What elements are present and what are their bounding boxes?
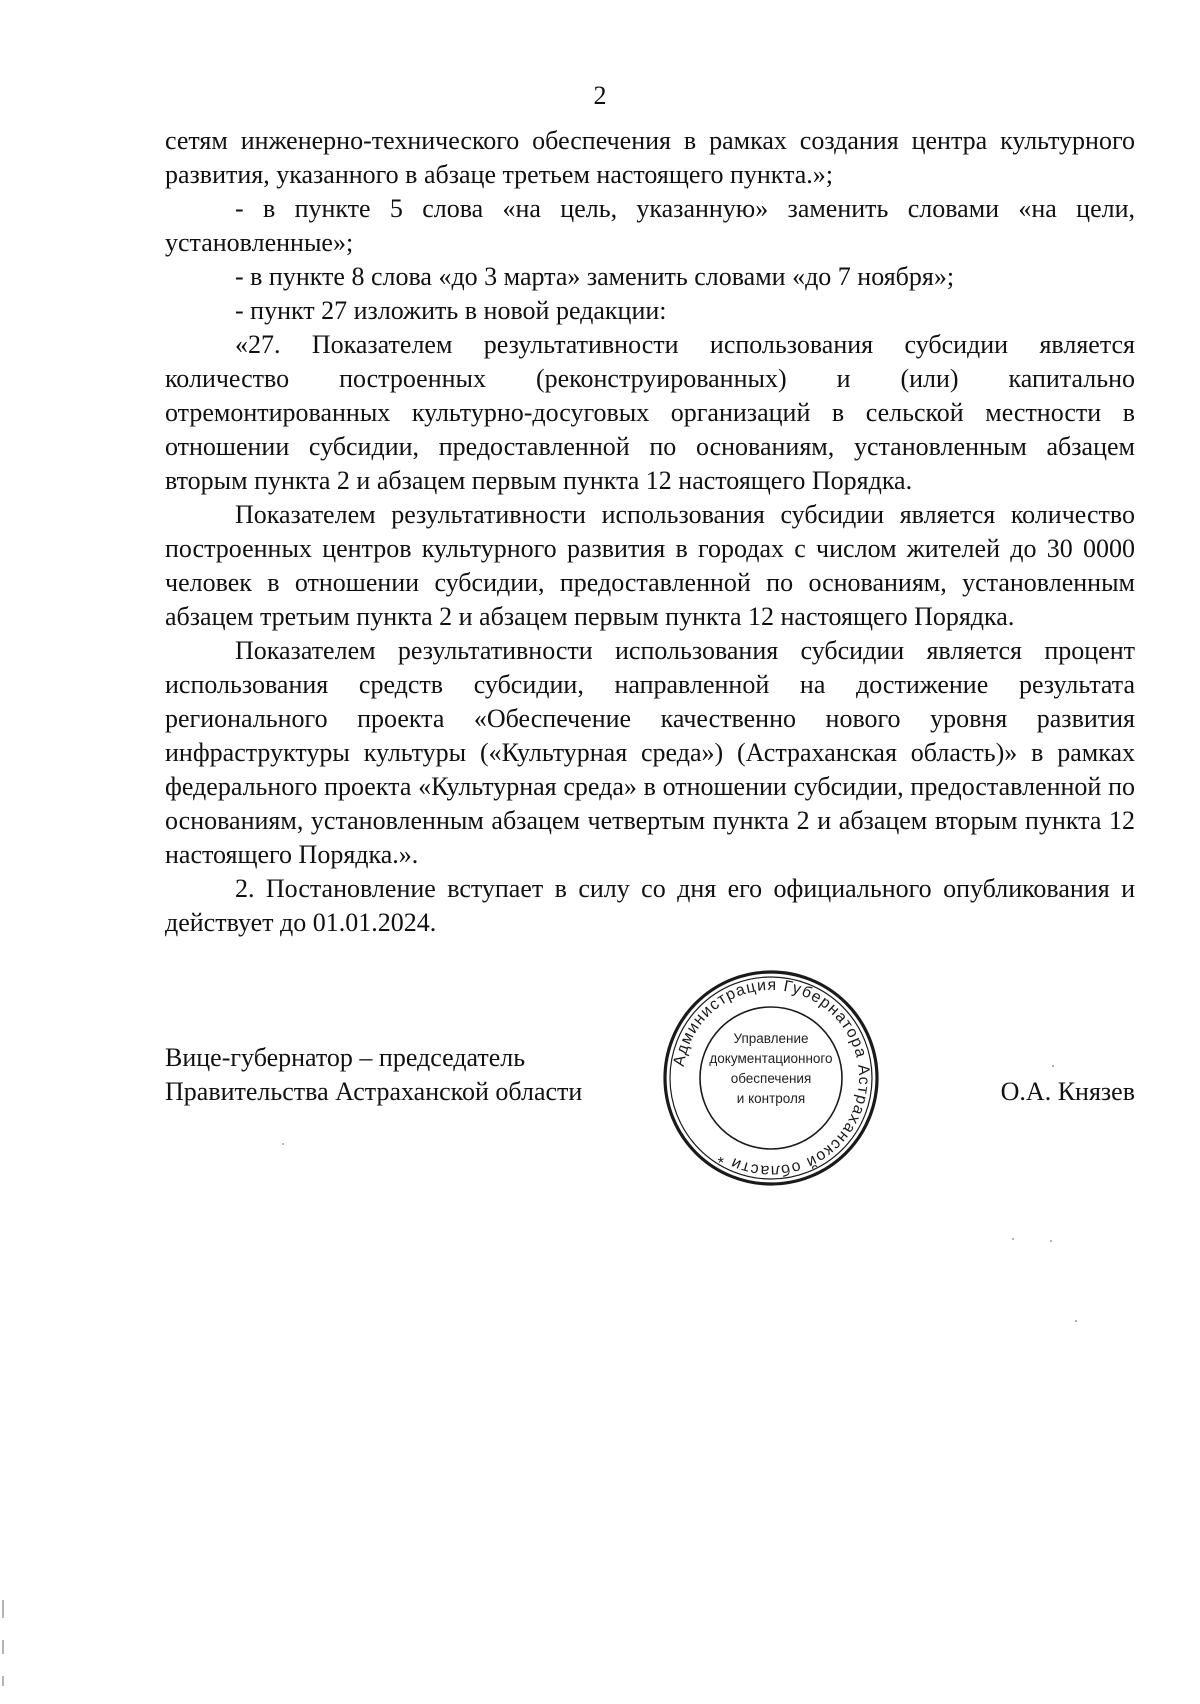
seal-center-line: документационного bbox=[709, 1051, 833, 1066]
official-seal bbox=[660, 967, 882, 1189]
paragraph-effective-date: 2. Постановление вступает в силу со дня его официального опубликования и действует до 01.01.2024. bbox=[165, 874, 1135, 937]
scan-edge-mark bbox=[2, 1676, 4, 1686]
signer-title-line: Вице-губернатор – председатель bbox=[165, 1043, 526, 1072]
paragraph-indicator-cultural-centers: Показателем результативности использования субсидии является количество построенных центров культурного развития в городах с числом жителей до 30 0000 человек в отношении субсидии, предоставленной по основаниям, установленным абзацем третьим пункта 2 и абзацем первым пункта 12 настоящего Порядка. bbox=[165, 500, 1135, 631]
paragraph-item-27-text: «27. Показателем результативности использования субсидии является количество построенных (реконструированных) и (или) капитально отремонтированных культурно-досуговых организаций в сельской местности в отношении субсидии, предоставленной по основаниям, установленным абзацем вторым пункта 2 и абзацем первым пункта 12 настоящего Порядка. bbox=[165, 330, 1135, 495]
paragraph-indicator-funds-percent: Показателем результативности использования субсидии является процент использования средств субсидии, направленной на достижение результата регионального проекта «Обеспечение качественно нового уровня развития инфраструктуры культуры («Культурная среда») (Астраханская область)» в рамках федерального проекта «Культурная среда» в отношении субсидии, предоставленной по основаниям, установленным абзацем четвертым пункта 2 и абзацем вторым пункта 12 настоящего Порядка.». bbox=[165, 636, 1135, 869]
signature-block bbox=[165, 976, 1135, 1195]
signer-title bbox=[165, 1041, 582, 1109]
paragraph-amendment-item-5: - в пункте 5 слова «на цель, указанную» заменить словами «на цели, установленные»; bbox=[165, 194, 1135, 257]
scan-edge-mark bbox=[2, 1640, 4, 1654]
seal-center-text bbox=[701, 1029, 841, 1109]
scan-speck bbox=[1075, 1320, 1077, 1322]
paragraph-continuation: сетям инженерно-технического обеспечения в рамках создания центра культурного развития, указанного в абзаце третьем настоящего пункта.»; bbox=[165, 126, 1135, 189]
seal-center-line: Управление bbox=[733, 1031, 809, 1046]
scan-speck bbox=[282, 1143, 284, 1145]
paragraph-amendment-item-8: - в пункте 8 слова «до 3 марта» заменить словами «до 7 ноября»; bbox=[235, 262, 955, 291]
document-body bbox=[165, 124, 1135, 940]
seal-center-line: обеспечения bbox=[730, 1071, 812, 1086]
page-number: 2 bbox=[593, 81, 607, 110]
paragraph-amendment-item-27: - пункт 27 изложить в новой редакции: bbox=[235, 296, 667, 325]
scan-edge-mark bbox=[2, 1600, 4, 1618]
scan-speck bbox=[1012, 1238, 1014, 1240]
scan-speck bbox=[1052, 1065, 1054, 1067]
scan-speck bbox=[1050, 1240, 1052, 1242]
seal-center-line: и контроля bbox=[736, 1091, 806, 1106]
signer-name: О.А. Князев bbox=[1000, 1077, 1135, 1106]
signer-title-line: Правительства Астраханской области bbox=[165, 1077, 583, 1106]
seal-ring-text: Администрация Губернатора Астраханской области * bbox=[670, 976, 873, 1180]
